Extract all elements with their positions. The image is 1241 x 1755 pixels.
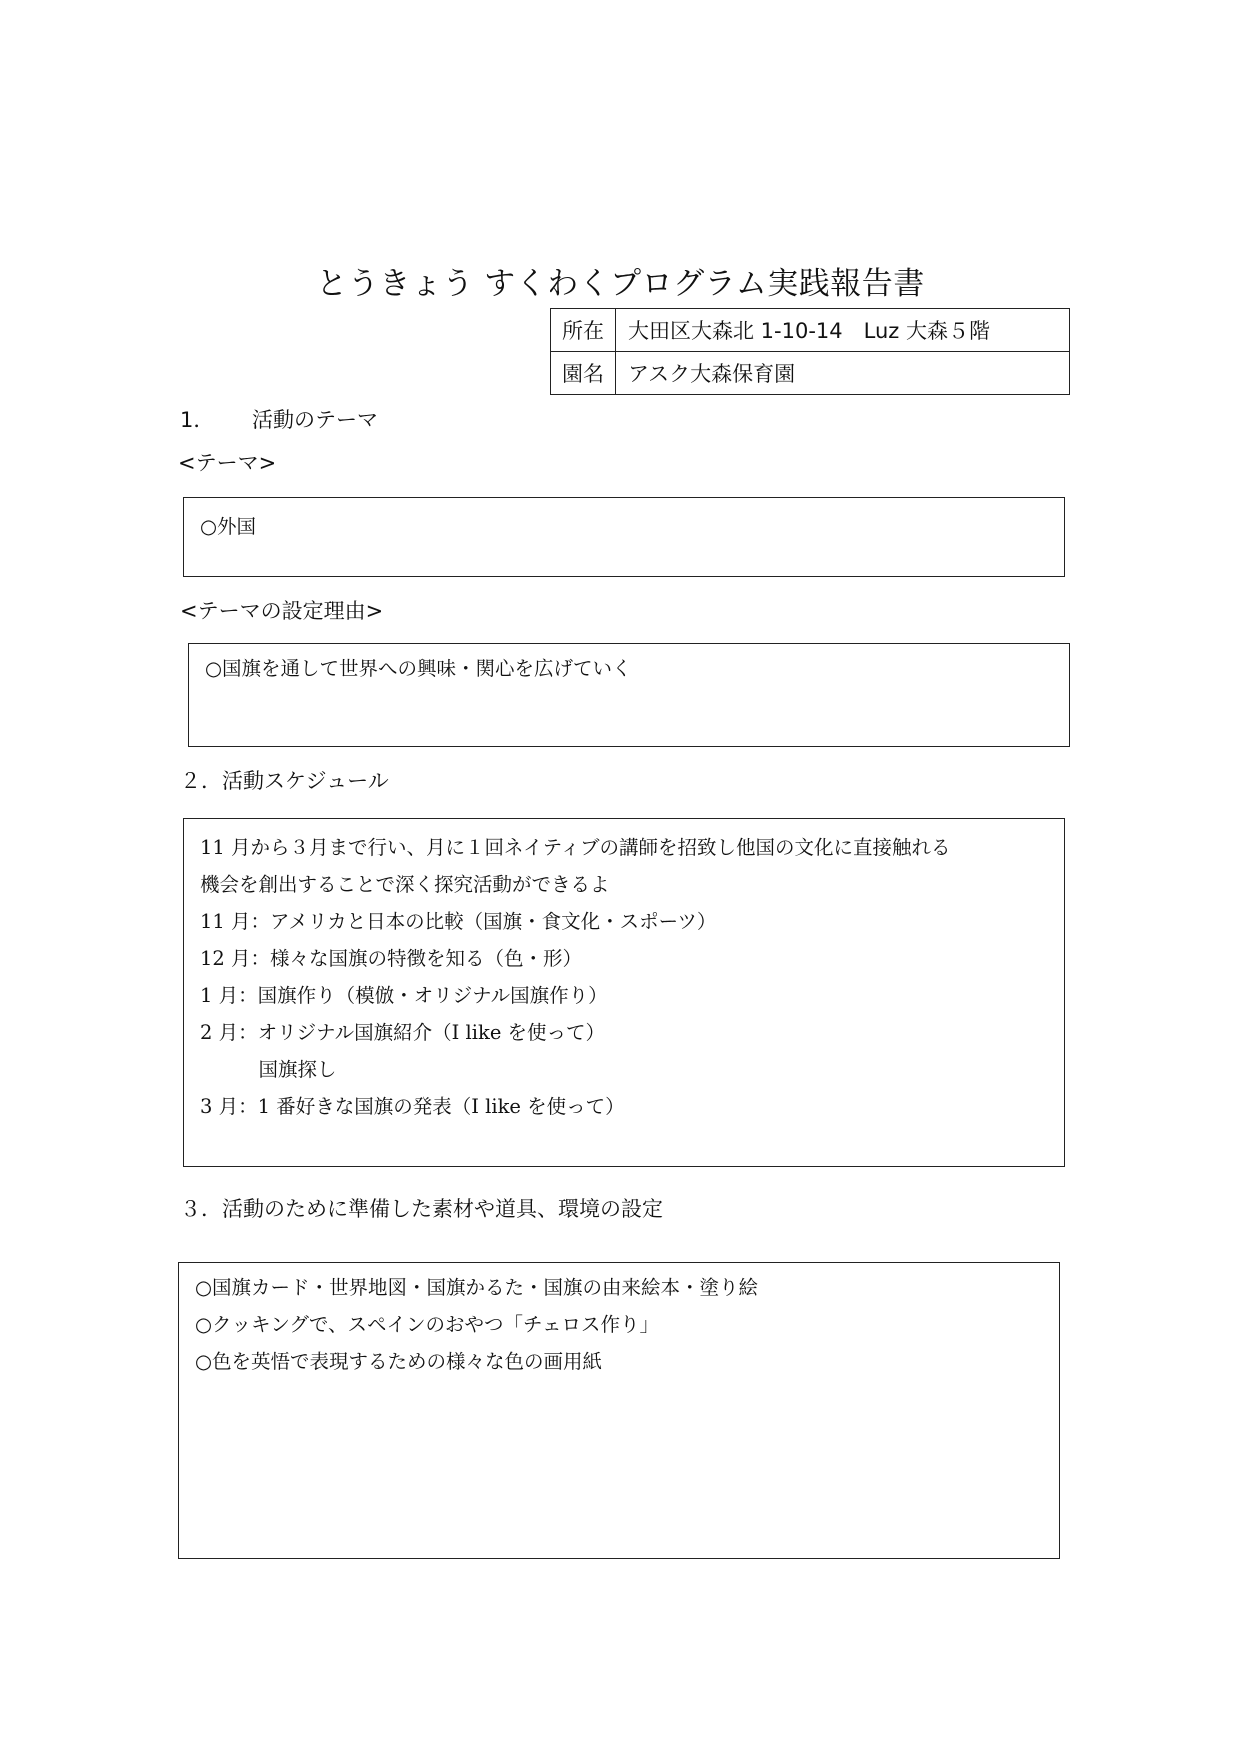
schedule-line: 3 月：1 番好きな国旗の発表（I like を使って）: [200, 1095, 625, 1118]
schedule-line: 機会を創出することで深く探究活動ができるよ: [200, 873, 610, 896]
info-table: [550, 308, 1070, 395]
info-row-location: [551, 309, 1070, 352]
location-value: 大田区大森北 1-10-14 Luz 大森５階: [616, 309, 1070, 352]
document-title: とうきょう すくわくプログラム実践報告書: [316, 266, 925, 302]
section1-number: 1．: [180, 408, 215, 432]
section2-heading: ２．活動スケジュール: [180, 769, 389, 793]
theme-text: ○外国: [200, 515, 257, 538]
name-label: 園名: [551, 352, 616, 395]
section1-heading: [180, 404, 378, 434]
theme-label: <テーマ>: [178, 451, 277, 475]
location-label: 所在: [551, 309, 616, 352]
schedule-line: 1 月：国旗作り（模倣・オリジナル国旗作り）: [200, 984, 608, 1007]
reason-text: ○国旗を通して世界への興味・関心を広げていく: [205, 657, 632, 680]
reason-box: [188, 643, 1070, 747]
schedule-line: 11 月から３月まで行い、月に１回ネイティブの講師を招致し他国の文化に直接触れる: [200, 836, 951, 859]
theme-box: [183, 497, 1065, 577]
materials-line: ○国旗カード・世界地図・国旗かるた・国旗の由来絵本・塗り絵: [195, 1276, 759, 1299]
schedule-line: 12 月：様々な国旗の特徴を知る（色・形）: [200, 947, 583, 970]
materials-box: [178, 1262, 1060, 1559]
schedule-line: 2 月：オリジナル国旗紹介（I like を使って）: [200, 1021, 606, 1044]
materials-line: ○色を英悟で表現するための様々な色の画用紙: [195, 1350, 603, 1373]
section3-heading: ３．活動のために準備した素材や道具、環境の設定: [180, 1197, 663, 1221]
info-row-name: [551, 352, 1070, 395]
materials-line: ○クッキングで、スペインのおやつ「チェロス作り」: [195, 1313, 659, 1336]
schedule-line: 国旗探し: [200, 1058, 337, 1081]
section1-title: 活動のテーマ: [252, 408, 378, 432]
name-value: アスク大森保育園: [616, 352, 1070, 395]
schedule-line: 11 月：アメリカと日本の比較（国旗・食文化・スポーツ）: [200, 910, 717, 933]
schedule-box: [183, 818, 1065, 1167]
reason-label: <テーマの設定理由>: [180, 599, 384, 623]
